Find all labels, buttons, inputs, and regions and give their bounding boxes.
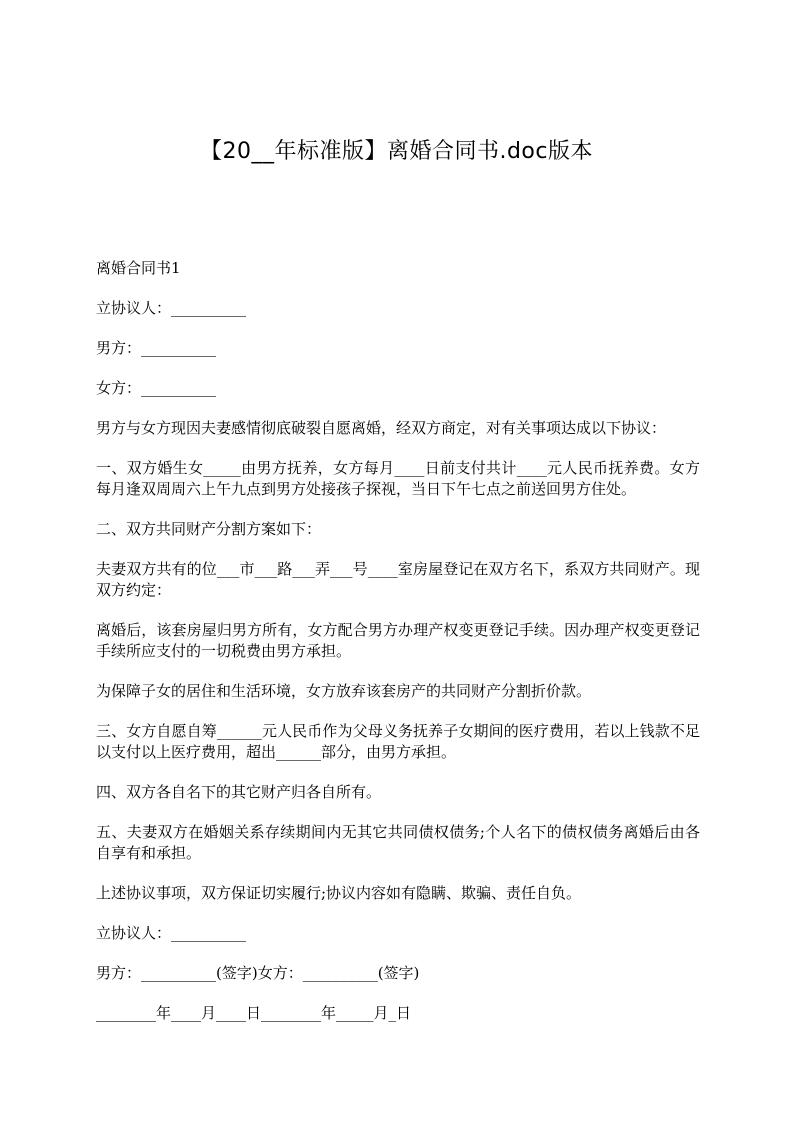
clause-paragraph: 三、女方自愿自筹______元人民币作为父母义务抚养子女期间的医疗费用，若以上钱款不足以支付以上医疗费用，超出______部分，由男方承担。 [96,722,700,761]
signature-line: 男方：__________(签字)女方：__________(签字) [96,964,420,982]
clause-paragraph: 离婚后，该套房屋归男方所有，女方配合男方办理产权变更登记手续。因办理产权变更登记手续所应支付的一切税费由男方承担。 [96,621,700,660]
party-line: 立协议人：__________ [96,299,247,317]
party-line: 男方：__________ [96,339,217,357]
clause-paragraph: 上述协议事项，双方保证切实履行;协议内容如有隐瞒、欺骗、责任自负。 [96,884,582,902]
section-heading: 离婚合同书1 [96,259,181,277]
clause-paragraph: 四、双方各自名下的其它财产归各自所有。 [96,783,382,801]
clause-paragraph: 为保障子女的居住和生活环境，女方放弃该套房产的共同财产分割折价款。 [96,682,592,700]
party-line: 女方：__________ [96,379,217,397]
clause-paragraph: 一、双方婚生女_____由男方抚养，女方每月____日前支付共计____元人民币抚养费。女方每月逢双周周六上午九点到男方处接孩子探视，当日下午七点之前送回男方住处。 [96,459,700,498]
document-body [96,258,700,1043]
document-title: 【20__年标准版】离婚合同书.doc版本 [199,139,593,164]
clause-paragraph: 五、夫妻双方在婚姻关系存续期间内无其它共同债权债务;个人名下的债权债务离婚后由各自享有和承担。 [96,823,700,862]
clause-paragraph: 夫妻双方共有的位___市___路___弄___号____室房屋登记在双方名下，系双方共同财产。现双方约定： [96,560,700,599]
clause-paragraph: 二、双方共同财产分割方案如下： [96,520,322,538]
signature-line: 立协议人：__________ [96,924,247,942]
intro-paragraph: 男方与女方现因夫妻感情彻底破裂自愿离婚，经双方商定，对有关事项达成以下协议： [96,419,667,437]
date-line: ________年____月____日________年_____月_日 [96,1004,412,1022]
